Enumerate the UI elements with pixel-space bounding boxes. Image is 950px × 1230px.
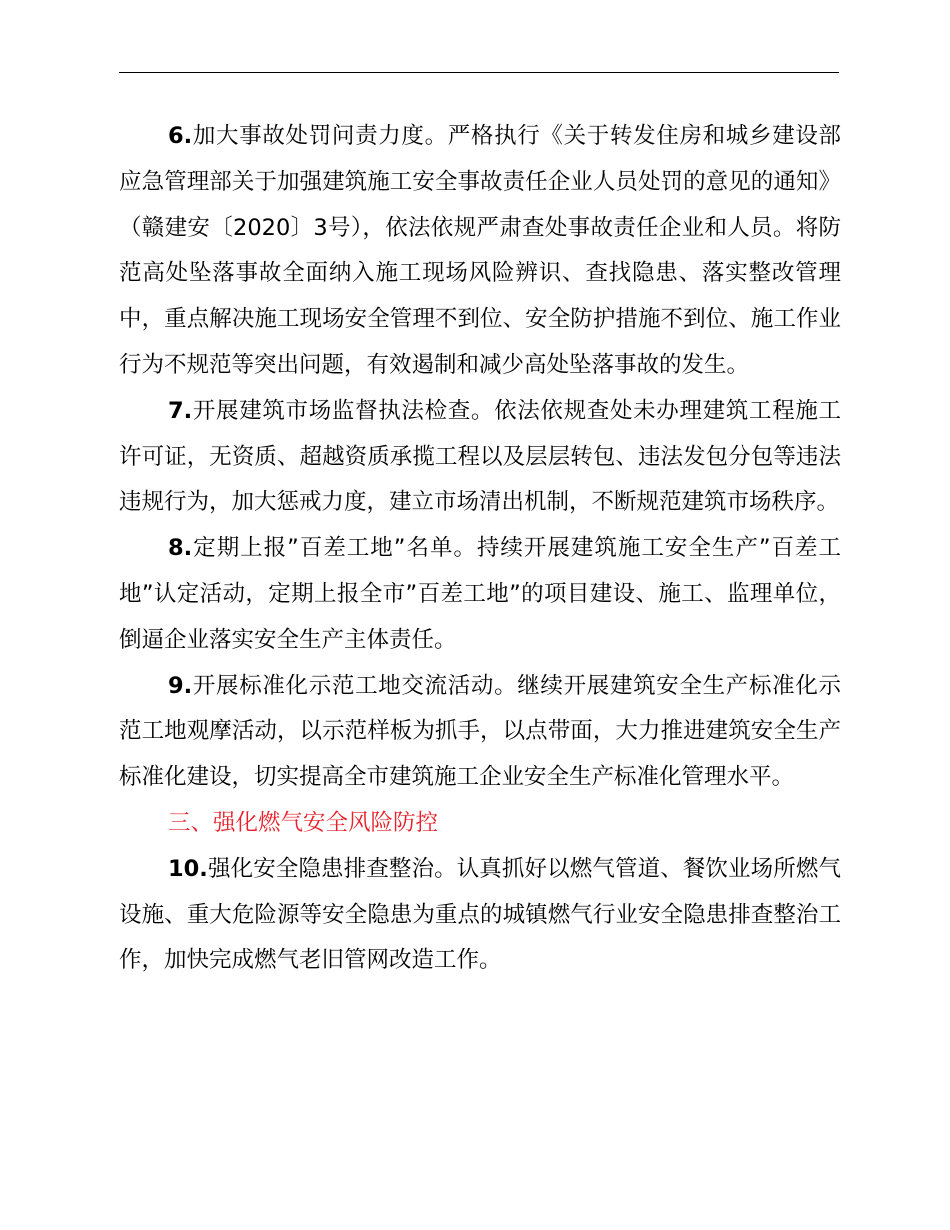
item-number: 9.: [168, 672, 193, 699]
item-text: 开展建筑市场监督执法检查。依法依规查处未办理建筑工程施工许可证，无资质、超越资质承揽工程以及层层转包、违法发包分包等违法违规行为，加大惩戒力度，建立市场清出机制，不断规范建筑市场秩序。: [119, 397, 841, 516]
item-6: [119, 114, 841, 389]
section-heading: 三、强化燃气安全风险防控: [168, 809, 439, 836]
item-number: 7.: [168, 397, 193, 424]
item-9: [119, 664, 841, 801]
item-text: 强化安全隐患排查整治。认真抓好以燃气管道、餐饮业场所燃气设施、重大危险源等安全隐患为重点的城镇燃气行业安全隐患排查整治工作，加快完成燃气老旧管网改造工作。: [119, 855, 841, 974]
item-8: [119, 526, 841, 663]
item-number: 10.: [168, 855, 208, 882]
item-text: 定期上报”百差工地”名单。持续开展建筑施工安全生产”百差工地”认定活动，定期上报全市”百差工地”的项目建设、施工、监理单位，倒逼企业落实安全生产主体责任。: [119, 535, 841, 653]
item-10: [119, 847, 841, 984]
header-rule: [119, 72, 839, 73]
item-7: [119, 389, 841, 526]
item-number: 8.: [168, 535, 193, 562]
item-number: 6.: [168, 123, 193, 149]
item-text: 开展标准化示范工地交流活动。继续开展建筑安全生产标准化示范工地观摩活动，以示范样板为抓手，以点带面，大力推进建筑安全生产标准化建设，切实提高全市建筑施工企业安全生产标准化管理水平。: [119, 672, 841, 791]
document-body: [119, 114, 841, 984]
item-text: 加大事故处罚问责力度。严格执行《关于转发住房和城乡建设部应急管理部关于加强建筑施工安全事故责任企业人员处罚的意见的通知》（赣建安〔2020〕3号），依法依规严肃查处事故责任企业和人员。将防范高处坠落事故全面纳入施工现场风险辨识、查找隐患、落实整改管理中，重点解决施工现场安全管理不到位、安全防护措施不到位、施工作业行为不规范等突出问题，有效遏制和减少高处坠落事故的发生。: [119, 123, 841, 378]
